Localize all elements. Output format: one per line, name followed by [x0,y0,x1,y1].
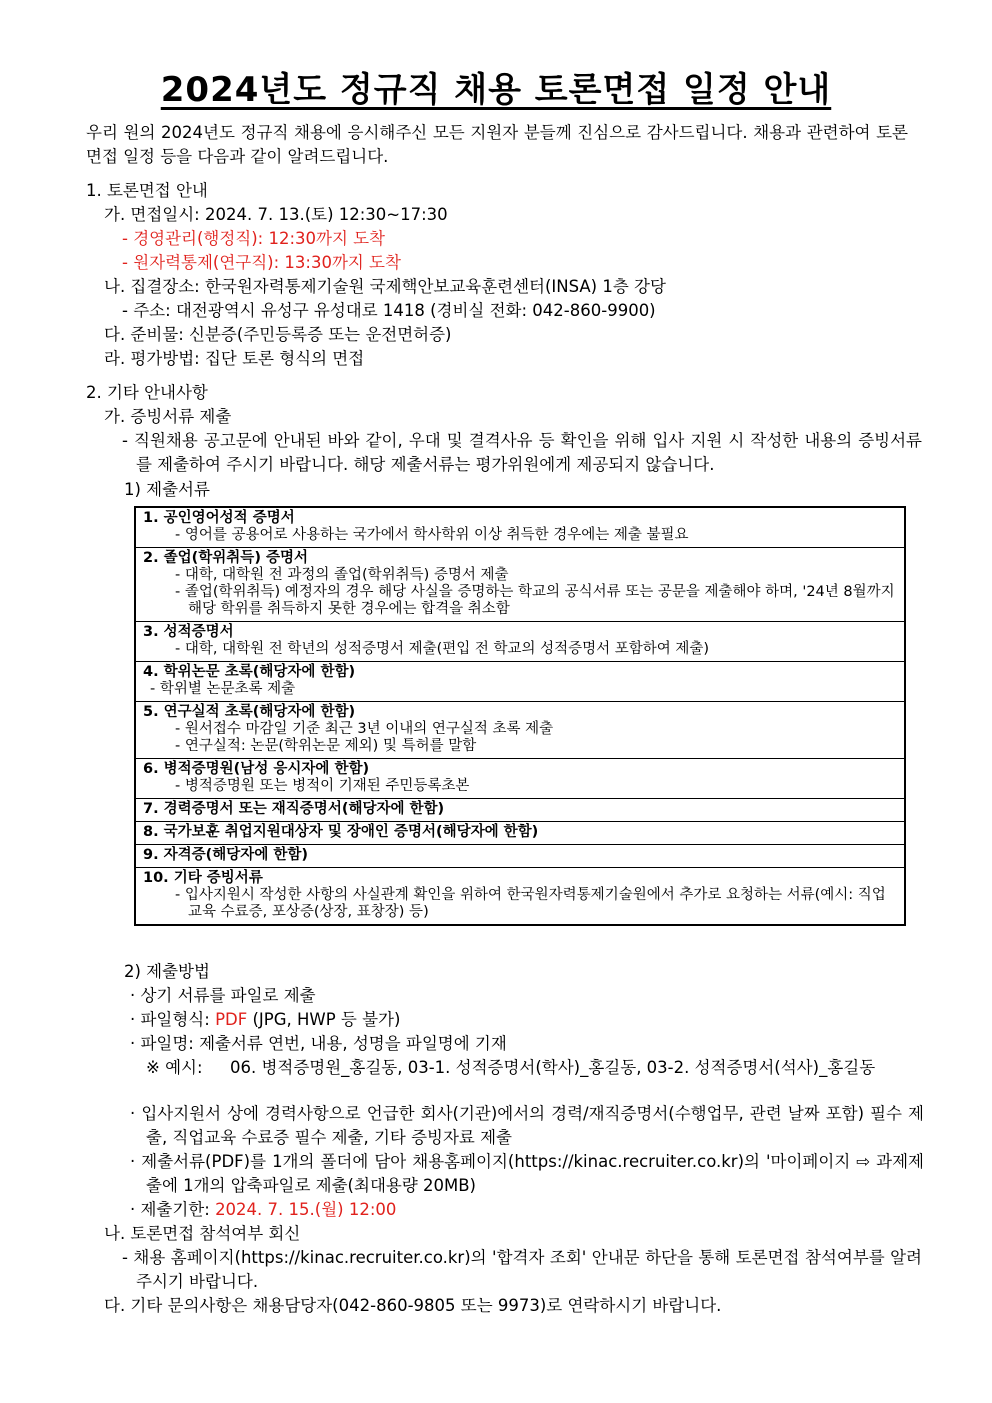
evaluation-method: 라. 평가방법: 집단 토론 형식의 면접 [104,349,365,368]
method-file-format: · 파일형식: PDF (JPG, HWP 등 불가) [130,1010,401,1029]
documents-table-row [135,759,905,799]
documents-table-cell [135,822,905,845]
attendance-description: - 채용 홈페이지(https://kinac.recruiter.co.kr)의 '합격자 조회' 안내문 하단을 통해 토론면접 참석여부를 알려주시기 바랍니다. [122,1248,922,1291]
section-2-heading: 2. 기타 안내사항 [86,383,208,402]
document-note: - 학위별 논문초록 제출 [150,681,296,697]
preparation-items: 다. 준비물: 신분증(주민등록증 또는 운전면허증) [104,325,452,344]
documents-table-row [135,822,905,845]
documents-table-cell [135,507,905,548]
documents-table-row [135,548,905,622]
document-note: - 졸업(학위취득) 예정자의 경우 해당 사실을 증명하는 학교의 공식서류 또는 공문을 제출해야 하며, '24년 8월까지 해당 학위를 취득하지 못한 경우에는 합격을 취소함 [175,584,895,617]
documents-table-cell [135,548,905,622]
documents-table-row [135,868,905,926]
document-title: 9. 자격증(해당자에 한함) [143,847,309,863]
document-title: 6. 병적증명원(남성 응시자에 한함) [143,761,370,777]
reference-mark: ※ 예시: [146,1058,203,1077]
document-note: - 대학, 대학원 전 과정의 졸업(학위취득) 증명서 제출 [175,567,509,583]
documents-table-cell [135,845,905,868]
evidence-heading: 가. 증빙서류 제출 [104,407,232,426]
method-career-certificate: · 입사지원서 상에 경력사항으로 언급한 회사(기관)에서의 경력/재직증명서(수행업무, 관련 날짜 포함) 필수 제출, 직업교육 수료증 필수 제출, 기타 증빙자료 제출 [130,1104,924,1147]
document-note: - 입사지원시 작성한 사항의 사실관계 확인을 위하여 한국원자력통제기술원에서 추가로 요청하는 서류(예시: 직업교육 수료증, 포상증(상장, 표창장) 등) [175,887,886,920]
documents-table-row [135,702,905,759]
document-note: - 대학, 대학원 전 학년의 성적증명서 제출(편입 전 학교의 성적증명서 포함하여 제출) [175,641,710,657]
documents-table-cell [135,622,905,662]
document-note: - 영어를 공용어로 사용하는 국가에서 학사학위 이상 취득한 경우에는 제출 불필요 [175,527,689,543]
documents-table-row [135,845,905,868]
file-name-example: 06. 병적증명원_홍길동, 03-1. 성적증명서(학사)_홍길동, 03-2. 성적증명서(석사)_홍길동 [230,1058,876,1077]
arrival-admin: - 경영관리(행정직): 12:30까지 도착 [122,229,386,248]
document-title: 3. 성적증명서 [143,624,234,640]
document-title: 4. 학위논문 초록(해당자에 한함) [143,664,356,680]
method-heading: 2) 제출방법 [124,962,210,981]
documents-table-cell [135,702,905,759]
contact-info: 다. 기타 문의사항은 채용담당자(042-860-9805 또는 9973)로 연락하시기 바랍니다. [104,1296,722,1315]
arrival-research: - 원자력통제(연구직): 13:30까지 도착 [122,253,401,272]
documents-table-cell [135,799,905,822]
method-upload: · 제출서류(PDF)를 1개의 폴더에 담아 채용홈페이지(https://kinac.recruiter.co.kr)의 '마이페이지 ⇨ 과제제출에 1개의 압축파일로 제출(최대용량 20MB) [130,1152,924,1195]
meeting-place: 나. 집결장소: 한국원자력통제기술원 국제핵안보교육훈련센터(INSA) 1층 강당 [104,277,666,296]
section-1-heading: 1. 토론면접 안내 [86,181,208,200]
document-title: 8. 국가보훈 취업지원대상자 및 장애인 증명서(해당자에 한함) [143,824,539,840]
documents-table-row [135,662,905,702]
file-format-pdf: PDF [215,1010,248,1029]
document-note: - 연구실적: 논문(학위논문 제외) 및 특허를 말함 [175,738,477,754]
document-title: 5. 연구실적 초록(해당자에 한함) [143,704,356,720]
documents-table-row [135,507,905,548]
documents-table [134,506,906,926]
document-title: 10. 기타 증빙서류 [143,870,263,886]
document-title: 2. 졸업(학위취득) 증명서 [143,550,309,566]
attendance-heading: 나. 토론면접 참석여부 회신 [104,1224,301,1243]
documents-table-cell [135,868,905,926]
evidence-description: - 직원채용 공고문에 안내된 바와 같이, 우대 및 결격사유 등 확인을 위해 입사 지원 시 작성한 내용의 증빙서류를 제출하여 주시기 바랍니다. 해당 제출서류는 평가위원에게 제공되지 않습니다. [122,431,922,474]
documents-table-row [135,622,905,662]
document-title: 7. 경력증명서 또는 재직증명서(해당자에 한함) [143,801,445,817]
method-deadline: · 제출기한: 2024. 7. 15.(월) 12:00 [130,1200,397,1219]
document-note: - 병적증명원 또는 병적이 기재된 주민등록초본 [175,778,470,794]
documents-table-row [135,799,905,822]
documents-table-cell [135,759,905,799]
document-note: - 원서접수 마감일 기준 최근 3년 이내의 연구실적 초록 제출 [175,721,554,737]
interview-datetime: 가. 면접일시: 2024. 7. 13.(토) 12:30~17:30 [104,205,448,224]
intro-paragraph: 우리 원의 2024년도 정규직 채용에 응시해주신 모든 지원자 분들께 진심으로 감사드립니다. 채용과 관련하여 토론면접 일정 등을 다음과 같이 알려드립니다. [86,123,908,166]
document-title: 1. 공인영어성적 증명서 [143,510,295,526]
deadline-date: 2024. 7. 15.(월) 12:00 [215,1200,397,1219]
meeting-address: - 주소: 대전광역시 유성구 유성대로 1418 (경비실 전화: 042-860-9900) [122,301,656,320]
method-file-submit: · 상기 서류를 파일로 제출 [130,986,316,1005]
documents-heading: 1) 제출서류 [124,480,210,499]
page-title: 2024년도 정규직 채용 토론면접 일정 안내 [160,70,832,110]
documents-table-cell [135,662,905,702]
method-file-name: · 파일명: 제출서류 연번, 내용, 성명을 파일명에 기재 [130,1034,507,1053]
